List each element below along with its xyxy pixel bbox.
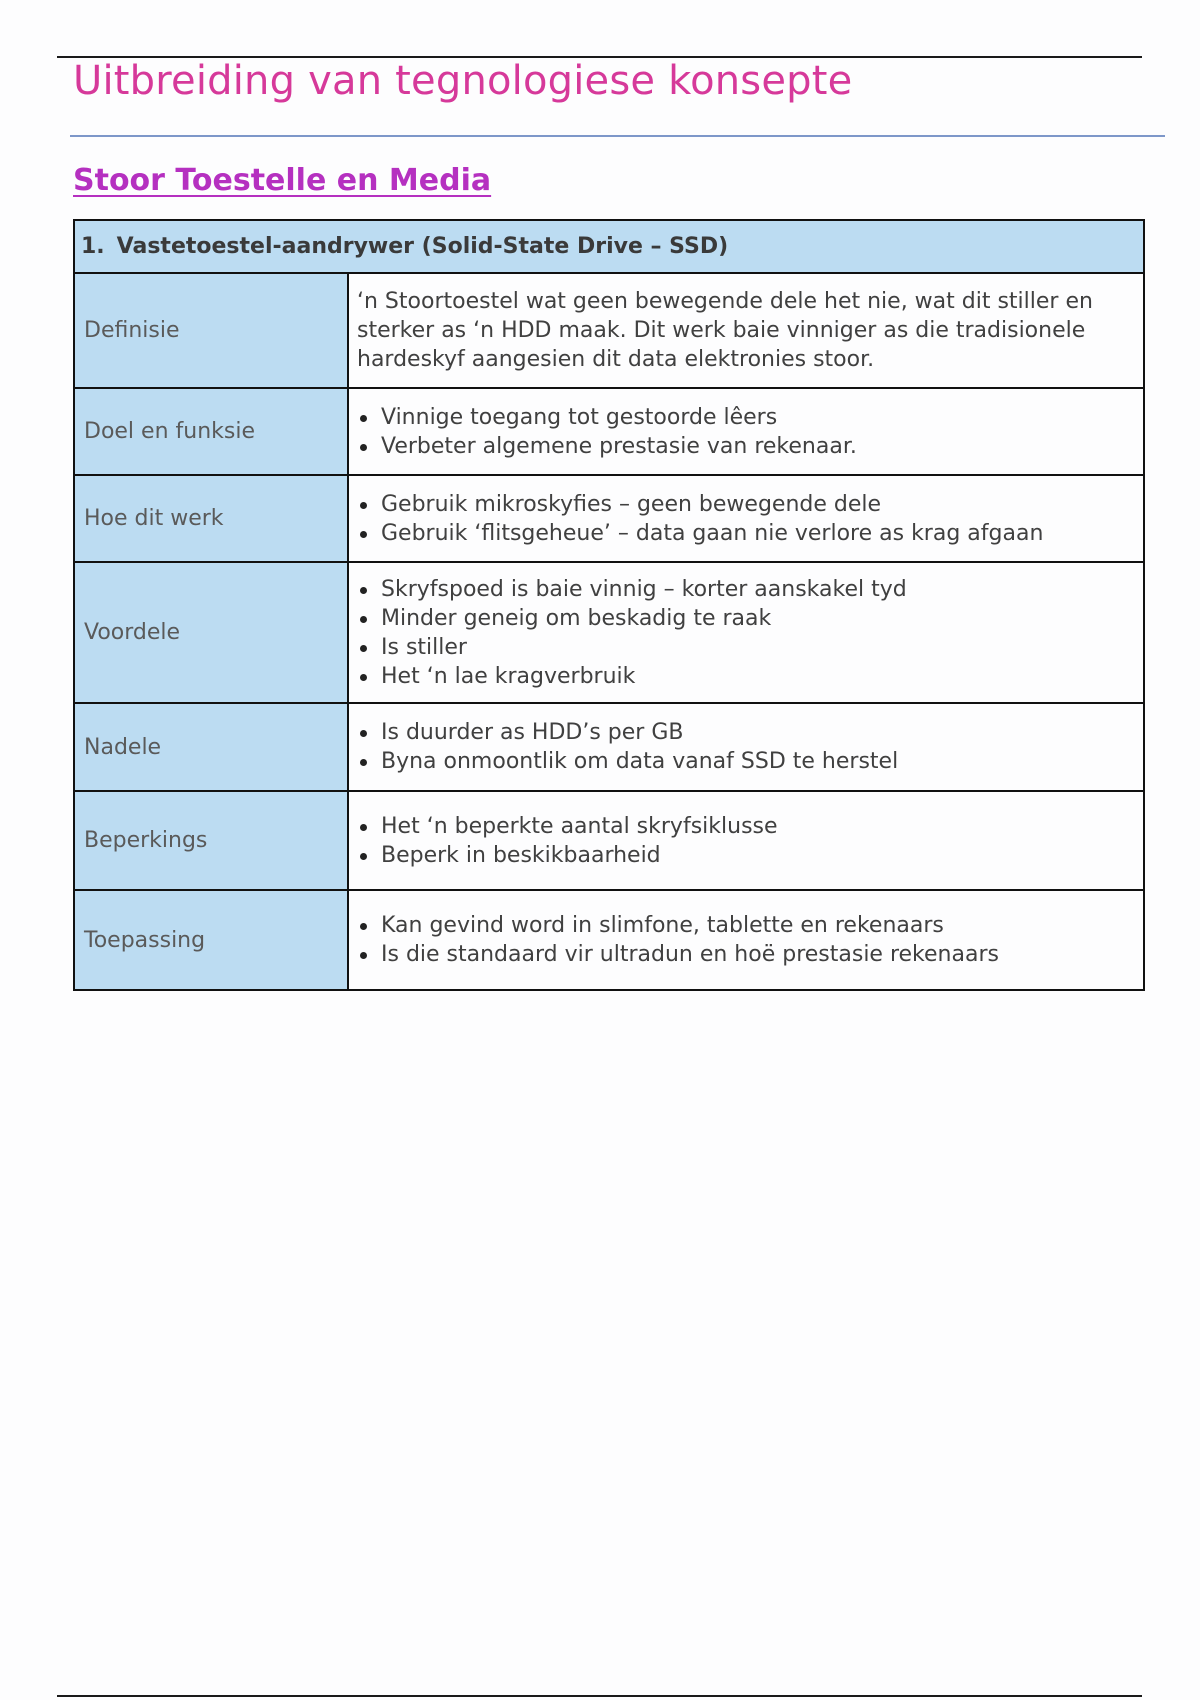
list-item: Vinnige toegang tot gestoorde lêers: [357, 403, 1133, 432]
table-row-hoe-dit-werk: [74, 475, 1144, 562]
row-label: Definisie: [74, 273, 348, 388]
table-row-toepassing: [74, 890, 1144, 990]
row-label: Doel en funksie: [74, 388, 348, 475]
ssd-info-table: [73, 219, 1145, 991]
header-title: Vastetoestel-aandrywer (Solid-State Drive – SSD): [116, 234, 729, 259]
table-header-row: [74, 220, 1144, 273]
list-item: Minder geneig om beskadig te raak: [357, 604, 1133, 633]
table-row-voordele: [74, 562, 1144, 703]
row-label: Beperkings: [74, 791, 348, 890]
bullet-list: [357, 911, 1133, 969]
list-item: Is die standaard vir ultradun en hoë prestasie rekenaars: [357, 940, 1133, 969]
table-row-beperkings: [74, 791, 1144, 890]
list-item: Is duurder as HDD’s per GB: [357, 718, 1133, 747]
list-item: Skryfspoed is baie vinnig – korter aanskakel tyd: [357, 575, 1133, 604]
row-content: [348, 562, 1144, 703]
row-content: [348, 475, 1144, 562]
row-label: Hoe dit werk: [74, 475, 348, 562]
list-item: Het ‘n beperkte aantal skryfsiklusse: [357, 812, 1133, 841]
row-content: [348, 703, 1144, 791]
bullet-list: [357, 575, 1133, 691]
list-item: Beperk in beskikbaarheid: [357, 841, 1133, 870]
row-content: [348, 791, 1144, 890]
row-content: [348, 388, 1144, 475]
row-content: [348, 890, 1144, 990]
bullet-list: [357, 490, 1133, 548]
list-item: Gebruik ‘flitsgeheue’ – data gaan nie verlore as krag afgaan: [357, 519, 1133, 548]
bullet-list: [357, 812, 1133, 870]
bottom-rule: [57, 1695, 1142, 1697]
row-content-text: ‘n Stoortoestel wat geen bewegende dele het nie, wat dit stiller en sterker as ‘n HDD maak. Dit werk baie vinniger as die tradisionele hardeskyf aangesien dit data elektronies stoor.: [348, 273, 1144, 388]
list-item: Het ‘n lae kragverbruik: [357, 662, 1133, 691]
list-item: Is stiller: [357, 633, 1133, 662]
row-label: Toepassing: [74, 890, 348, 990]
page-title: Uitbreiding van tegnologiese konsepte: [73, 58, 853, 104]
bullet-list: [357, 403, 1133, 461]
table-row-definisie: [74, 273, 1144, 388]
list-item: Verbeter algemene prestasie van rekenaar.: [357, 432, 1133, 461]
row-label: Voordele: [74, 562, 348, 703]
list-item: Byna onmoontlik om data vanaf SSD te herstel: [357, 747, 1133, 776]
table-header-cell: [74, 220, 1144, 273]
section-heading: Stoor Toestelle en Media: [73, 163, 492, 198]
header-number: 1.: [81, 234, 105, 259]
table-row-doel: [74, 388, 1144, 475]
row-label: Nadele: [74, 703, 348, 791]
list-item: Kan gevind word in slimfone, tablette en rekenaars: [357, 911, 1133, 940]
title-divider: [70, 135, 1165, 137]
bullet-list: [357, 718, 1133, 776]
list-item: Gebruik mikroskyfies – geen bewegende dele: [357, 490, 1133, 519]
table-row-nadele: [74, 703, 1144, 791]
